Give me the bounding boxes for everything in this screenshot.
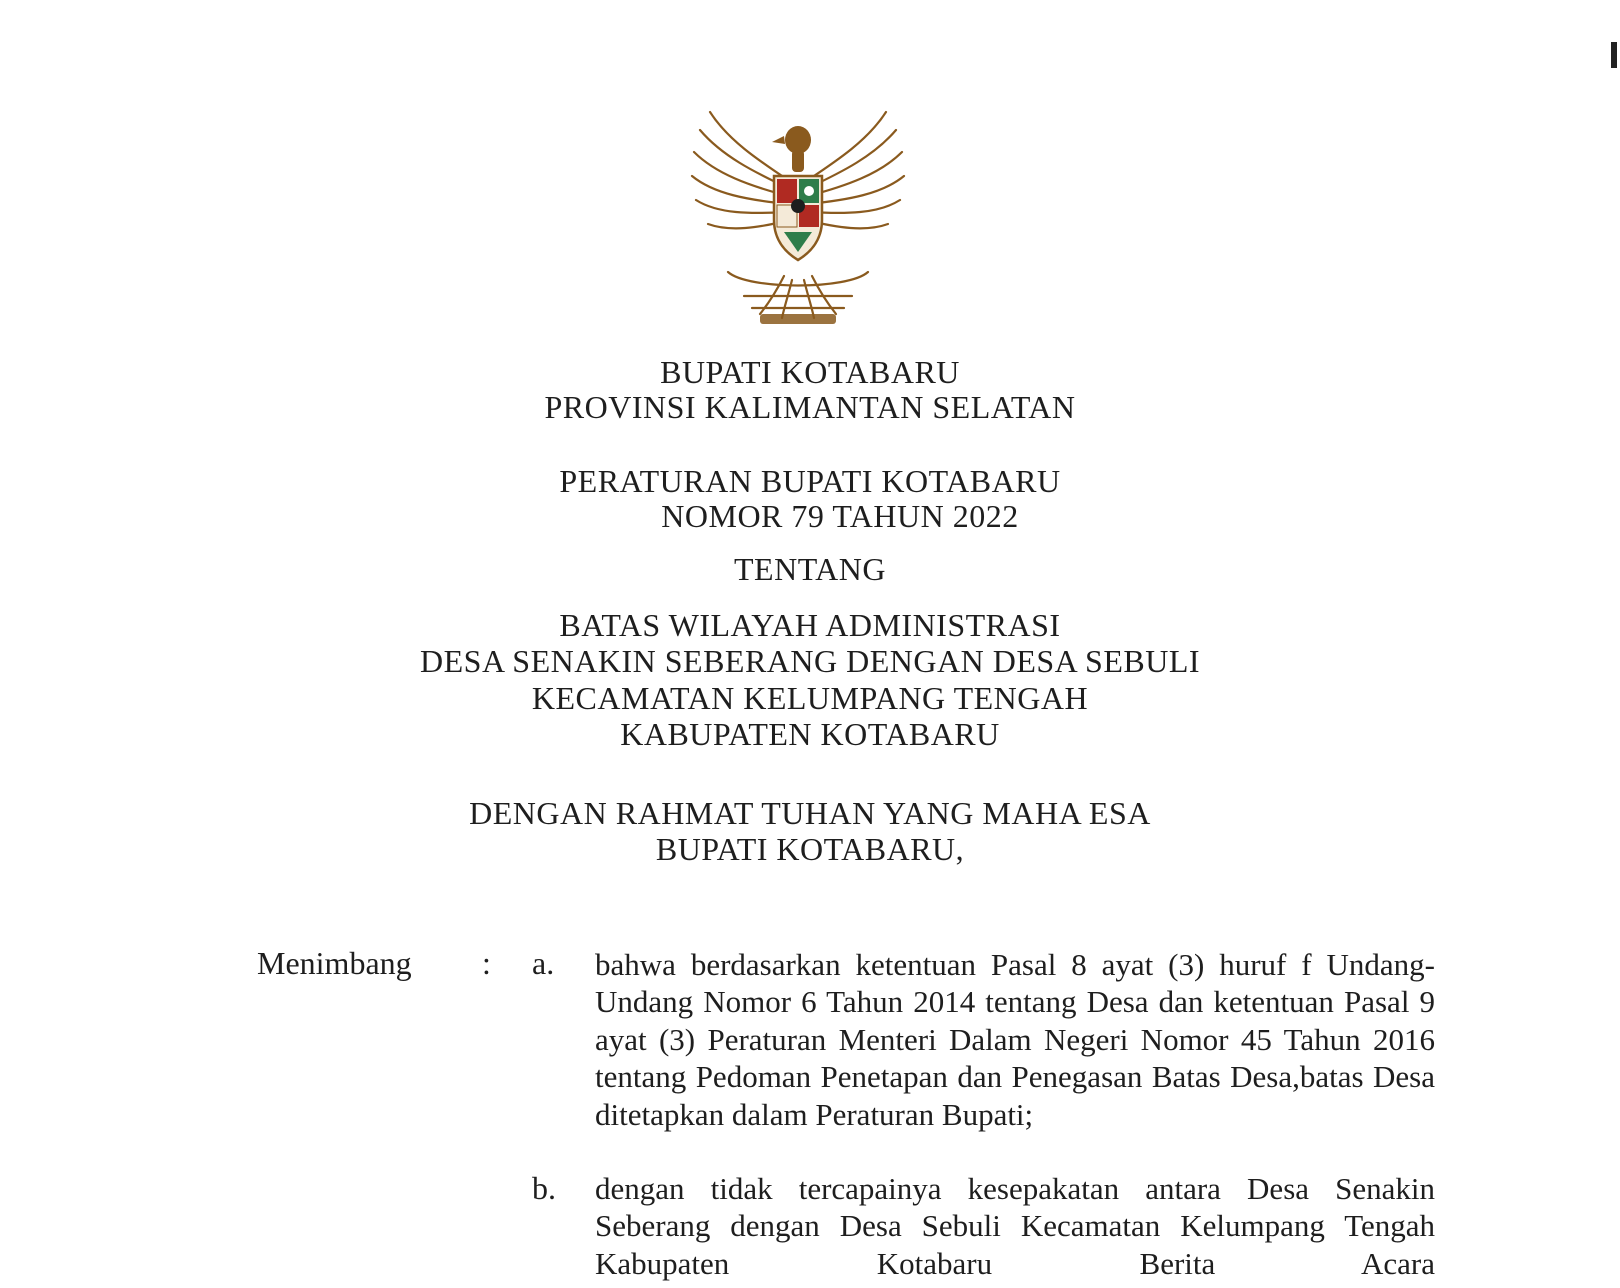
province-title: PROVINSI KALIMANTAN SELATAN: [544, 389, 1076, 425]
considering-item-a-text: bahwa berdasarkan ketentuan Pasal 8 ayat (3) huruf f Undang-Undang Nomor 6 Tahun 2014 tentang Desa dan ketentuan Pasal 9 ayat (3) Peraturan Menteri Dalam Negeri Nomor 45 Tahun 2016 tentang Pedoman Penetapan dan Penegasan Batas Desa,batas Desa ditetapkan dalam Peraturan Bupati;: [595, 947, 1435, 1132]
regent-title: BUPATI KOTABARU: [660, 354, 960, 390]
considering-item-b-marker: b.: [532, 1170, 556, 1206]
preamble-line-1: DENGAN RAHMAT TUHAN YANG MAHA ESA: [469, 795, 1151, 831]
page-edge-mark: [1611, 42, 1617, 68]
subject-line-4: KABUPATEN KOTABARU: [620, 716, 1000, 752]
subject-line-2: DESA SENAKIN SEBERANG DENGAN DESA SEBULI: [419, 643, 1201, 679]
considering-colon: :: [482, 945, 491, 981]
considering-item-a-marker: a.: [532, 945, 555, 981]
preamble-line-2: BUPATI KOTABARU,: [655, 831, 965, 867]
regulation-title: PERATURAN BUPATI KOTABARU: [559, 463, 1061, 499]
considering-item-b-text: dengan tidak tercapainya kesepakatan antara Desa Senakin Seberang dengan Desa Sebuli Kecamatan Kelumpang Tengah Kabupaten Kotabaru Berita Acara: [595, 1171, 1435, 1281]
subject-line-3: KECAMATAN KELUMPANG TENGAH: [531, 680, 1089, 716]
garuda-emblem-icon: [688, 100, 908, 326]
considering-label: Menimbang: [257, 945, 412, 981]
subject-line-1: BATAS WILAYAH ADMINISTRASI: [559, 607, 1061, 643]
about-heading: TENTANG: [733, 551, 886, 587]
regulation-number: NOMOR 79 TAHUN 2022: [661, 498, 1019, 534]
